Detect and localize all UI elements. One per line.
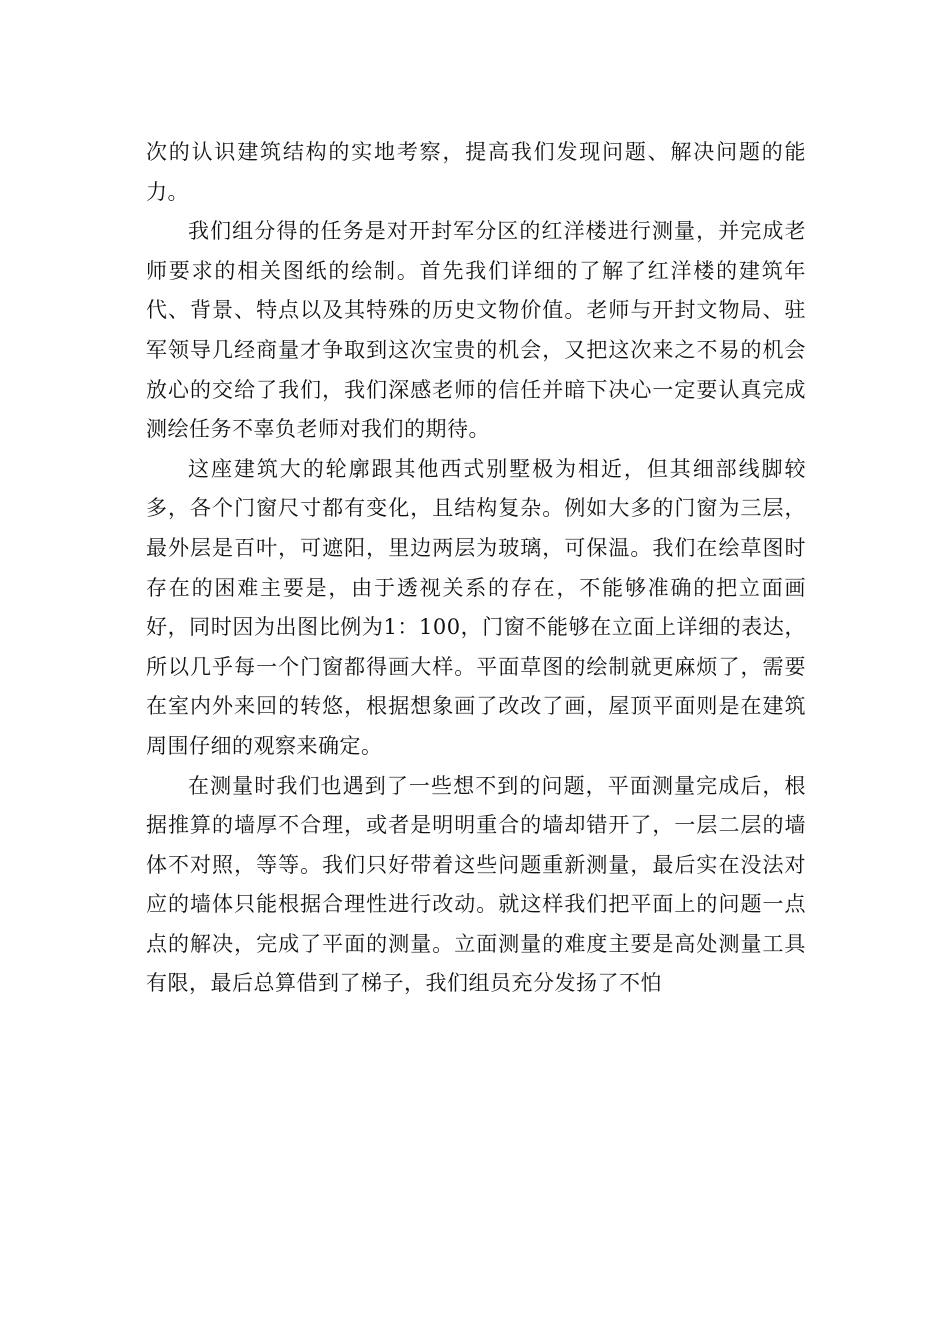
paragraph-task-assignment: 我们组分得的任务是对开封军分区的红洋楼进行测量，并完成老师要求的相关图纸的绘制。首先我们详细的了解了红洋楼的建筑年代、背景、特点以及其特殊的历史文物价值。老师与开封文物局、驻军领导几经商量才争取到这次宝贵的机会，又把这次来之不易的机会放心的交给了我们，我们深感老师的信任并暗下决心一定要认真完成测绘任务不辜负老师对我们的期待。 xyxy=(146,219,806,442)
paragraph-measurement-problems: 在测量时我们也遇到了一些想不到的问题，平面测量完成后，根据推算的墙厚不合理，或者是明明重合的墙却错开了，一层二层的墙体不对照，等等。我们只好带着这些问题重新测量，最后实在没法对应的墙体只能根据合理性进行改动。就这样我们把平面上的问题一点点的解决，完成了平面的测量。立面测量的难度主要是高处测量工具有限，最后总算借到了梯子，我们组员充分发扬了不怕 xyxy=(146,773,806,996)
paragraph-continuation: 次的认识建筑结构的实地考察，提高我们发现问题、解决问题的能力。 xyxy=(146,140,806,204)
document-body xyxy=(146,133,806,1004)
paragraph-building-description: 这座建筑大的轮廓跟其他西式别墅极为相近，但其细部线脚较多，各个门窗尺寸都有变化，且结构复杂。例如大多的门窗为三层，最外层是百叶，可遮阳，里边两层为玻璃，可保温。我们在绘草图时存在的困难主要是，由于透视关系的存在，不能够准确的把立面画好，同时因为出图比例为1：100，门窗不能够在立面上详细的表达，所以几乎每一个门窗都得画大样。平面草图的绘制就更麻烦了，需要在室内外来回的转悠，根据想象画了改改了画，屋顶平面则是在建筑周围仔细的观察来确定。 xyxy=(146,456,806,758)
